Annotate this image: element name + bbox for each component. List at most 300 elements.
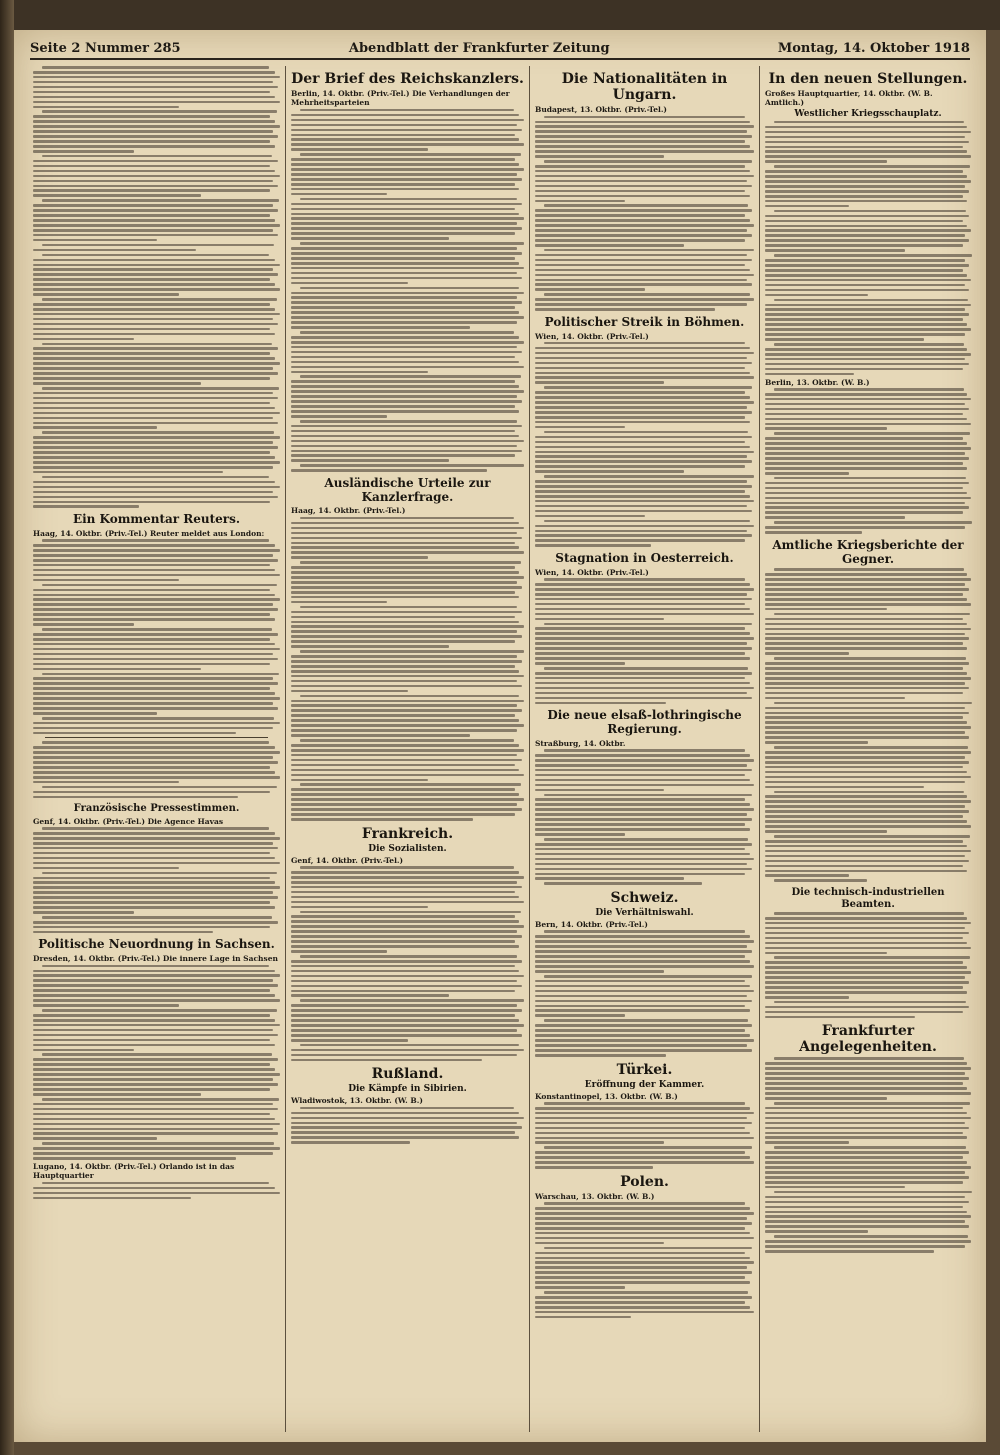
text-line <box>291 975 524 978</box>
text-line <box>535 436 752 439</box>
text-line <box>535 145 750 148</box>
text-line <box>42 786 277 789</box>
text-line <box>535 970 664 973</box>
text-line <box>535 995 747 998</box>
text-line <box>33 189 270 192</box>
headline-brief: Der Brief des Reichskanzlers. <box>291 71 524 87</box>
text-line <box>33 501 270 504</box>
text-line <box>535 259 752 262</box>
text-line <box>33 603 273 606</box>
text-line <box>535 692 747 695</box>
text-line <box>535 1166 653 1169</box>
text-line <box>544 249 754 252</box>
text-line <box>765 318 963 321</box>
text-line <box>765 1092 971 1095</box>
text-line <box>535 288 645 291</box>
text-line <box>291 296 517 299</box>
text-line <box>765 1176 969 1179</box>
text-line <box>765 264 969 267</box>
text-line <box>535 677 745 680</box>
dateline: Genf, 14. Oktbr. (Priv.-Tel.) Die Agence Havas <box>33 816 224 826</box>
text-line <box>535 209 752 212</box>
text-line <box>291 906 428 909</box>
text-line <box>33 677 273 680</box>
text-line <box>774 657 966 660</box>
dateline: Wien, 14. Oktbr. (Priv.-Tel.) <box>535 331 649 341</box>
text-line <box>765 1230 868 1233</box>
text-line <box>535 1257 750 1260</box>
issue-date: Montag, 14. Oktober 1918 <box>777 40 970 56</box>
text-line <box>765 741 868 744</box>
text-line <box>33 668 201 671</box>
text-line <box>535 985 750 988</box>
headline-streik: Politischer Streik in Böhmen. <box>544 314 745 329</box>
text-line <box>765 526 965 529</box>
text-line <box>291 571 519 574</box>
text-line <box>535 150 754 153</box>
text-line <box>774 388 964 391</box>
text-line <box>765 1072 965 1075</box>
text-line <box>33 1192 280 1195</box>
text-line <box>291 262 519 265</box>
text-line <box>765 1077 969 1080</box>
text-line <box>774 299 968 302</box>
text-line <box>33 771 275 774</box>
text-line <box>33 867 179 870</box>
text-line <box>774 121 964 124</box>
text-line <box>42 244 274 247</box>
text-line <box>765 269 963 272</box>
text-line <box>535 421 750 424</box>
text-line <box>535 1306 750 1309</box>
text-line <box>765 323 967 326</box>
text-line <box>291 980 517 983</box>
masthead <box>30 38 970 60</box>
text-line <box>291 960 522 963</box>
text-line <box>765 628 971 631</box>
text-line <box>291 203 522 206</box>
text-line <box>291 930 517 933</box>
headline-schweiz: Schweiz. <box>610 890 679 906</box>
text-line <box>765 220 963 223</box>
text-line <box>765 716 963 719</box>
text-line <box>765 234 965 237</box>
text-line <box>535 853 750 856</box>
text-line <box>33 362 280 365</box>
text-line <box>33 1068 275 1071</box>
text-line <box>291 366 524 369</box>
text-line <box>765 830 887 833</box>
text-line <box>33 862 280 865</box>
text-line <box>33 140 270 143</box>
text-line <box>535 1112 754 1115</box>
text-line <box>765 1156 963 1159</box>
text-line <box>765 588 969 591</box>
text-line <box>544 623 752 626</box>
text-line <box>300 783 521 786</box>
text-line <box>291 704 517 707</box>
text-line <box>765 1127 969 1130</box>
text-line <box>765 603 971 606</box>
text-line <box>33 1128 273 1131</box>
text-line <box>300 955 517 958</box>
text-line <box>774 746 968 749</box>
text-line <box>544 520 750 523</box>
headline-elsass: Die neue elsaß-lothringische Regierung. <box>547 708 742 736</box>
text-line <box>33 219 275 222</box>
text-line <box>765 642 963 645</box>
text-line <box>535 965 754 968</box>
text-line <box>33 1108 278 1111</box>
text-line <box>774 1235 968 1238</box>
text-line <box>774 432 970 435</box>
text-line <box>774 912 964 915</box>
text-line <box>291 232 515 235</box>
text-line <box>300 198 517 201</box>
text-line <box>544 1291 748 1294</box>
text-line <box>291 306 515 309</box>
text-line <box>33 1063 270 1066</box>
article-text <box>291 517 524 821</box>
text-line <box>291 114 519 117</box>
text-line <box>765 1082 963 1085</box>
text-line <box>765 284 965 287</box>
text-line <box>33 264 280 267</box>
text-line <box>535 1117 747 1120</box>
text-line <box>765 333 965 336</box>
text-line <box>33 891 273 894</box>
text-line <box>33 1024 280 1027</box>
text-line <box>765 1166 971 1169</box>
text-line <box>765 423 971 426</box>
text-line <box>535 798 745 801</box>
text-line <box>33 589 270 592</box>
text-line <box>291 522 519 525</box>
text-line <box>291 925 524 928</box>
text-line <box>300 464 524 467</box>
text-line <box>33 106 179 109</box>
text-line <box>765 1122 965 1125</box>
text-line <box>765 348 967 351</box>
text-line <box>33 402 270 405</box>
text-line <box>765 633 965 636</box>
text-line <box>33 852 270 855</box>
text-line <box>535 682 750 685</box>
text-line <box>765 947 971 950</box>
text-line <box>33 1132 278 1135</box>
text-line <box>765 860 969 863</box>
text-line <box>535 1107 750 1110</box>
text-line <box>33 549 280 552</box>
text-line <box>765 697 905 700</box>
text-line <box>291 440 524 443</box>
text-line <box>33 901 270 904</box>
text-line <box>33 1078 273 1081</box>
text-line <box>765 815 963 818</box>
text-line <box>291 670 519 673</box>
text-line <box>535 637 754 640</box>
text-line <box>774 956 970 959</box>
text-line <box>291 709 522 712</box>
text-line <box>765 338 924 341</box>
text-line <box>33 150 134 153</box>
text-line <box>535 470 684 473</box>
text-line <box>33 756 273 759</box>
text-line <box>535 1316 631 1319</box>
text-line <box>42 254 269 257</box>
text-line <box>765 961 963 964</box>
text-line <box>291 581 517 584</box>
text-line <box>765 492 967 495</box>
text-line <box>765 647 967 650</box>
headline-kommentar: Ein Kommentar Reuters. <box>72 512 241 527</box>
text-line <box>765 672 967 675</box>
text-line <box>291 915 515 918</box>
text-line <box>535 1127 745 1130</box>
text-line <box>33 722 280 725</box>
text-line <box>535 803 750 806</box>
text-line <box>291 316 524 319</box>
text-line <box>33 842 273 845</box>
dateline: Lugano, 14. Oktbr. (Priv.-Tel.) Orlando ist in das Hauptquartier <box>33 1162 235 1181</box>
text-line <box>535 702 666 705</box>
text-line <box>33 1019 275 1022</box>
text-line <box>535 224 754 227</box>
text-line <box>535 627 745 630</box>
text-line <box>765 531 862 534</box>
text-line <box>765 942 967 945</box>
text-line <box>774 1191 972 1194</box>
text-line <box>765 986 963 989</box>
text-line <box>33 974 280 977</box>
text-line <box>33 303 270 306</box>
text-line <box>765 487 963 490</box>
text-line <box>535 170 750 173</box>
column-3 <box>530 66 760 1432</box>
text-line <box>535 672 752 675</box>
text-line <box>535 376 754 379</box>
text-line <box>535 813 747 816</box>
text-line <box>291 891 515 894</box>
text-line <box>535 980 745 983</box>
text-line <box>33 426 157 429</box>
text-line <box>774 1102 970 1105</box>
text-line <box>774 165 970 168</box>
dateline: Wien, 14. Oktbr. (Priv.-Tel.) <box>535 567 649 577</box>
text-line <box>535 347 750 350</box>
subheadline-sozialisten: Die Sozialisten. <box>368 843 447 854</box>
text-line <box>765 1201 969 1204</box>
text-line <box>535 1122 752 1125</box>
headline-frankfurt: Frankfurter Angelegenheiten. <box>799 1023 937 1056</box>
text-line <box>291 168 524 171</box>
text-line <box>33 486 280 489</box>
text-line <box>42 628 272 631</box>
text-line <box>291 660 522 663</box>
text-line <box>535 779 750 782</box>
text-line <box>765 146 963 149</box>
text-line <box>765 1132 963 1135</box>
text-line <box>291 252 522 255</box>
newspaper-page <box>14 30 986 1442</box>
text-line <box>535 219 750 222</box>
text-line <box>291 779 428 782</box>
text-line <box>33 832 275 835</box>
text-line <box>33 791 270 794</box>
text-line <box>535 990 754 993</box>
text-line <box>544 667 748 670</box>
text-line <box>33 1197 191 1200</box>
text-line <box>765 289 969 292</box>
text-line <box>535 530 747 533</box>
text-line <box>544 204 748 207</box>
text-line <box>535 652 745 655</box>
text-line <box>300 999 524 1002</box>
text-line <box>535 391 745 394</box>
text-line <box>33 1103 273 1106</box>
text-line <box>33 471 223 474</box>
text-line <box>535 372 750 375</box>
text-line <box>535 1161 754 1164</box>
text-line <box>291 759 522 762</box>
text-line <box>300 331 514 334</box>
subheadline-kammer: Eröffnung der Kammer. <box>584 1079 705 1090</box>
text-line <box>42 343 272 346</box>
text-line <box>42 872 277 875</box>
text-line <box>535 510 752 513</box>
text-line <box>291 774 524 777</box>
book-spine <box>0 0 14 1455</box>
text-line <box>535 135 752 138</box>
article-text <box>535 1202 754 1318</box>
text-line <box>33 481 275 484</box>
text-line <box>765 437 963 440</box>
text-line <box>765 427 887 430</box>
text-line <box>33 1123 280 1126</box>
text-line <box>535 451 754 454</box>
text-line <box>291 788 515 791</box>
text-line <box>291 881 517 884</box>
text-line <box>33 707 278 710</box>
article-text <box>291 109 524 472</box>
text-line <box>765 781 965 784</box>
text-line <box>33 847 278 850</box>
text-line <box>535 396 750 399</box>
text-line <box>291 148 428 151</box>
text-line <box>33 1073 280 1076</box>
text-line <box>291 744 519 747</box>
text-line <box>535 1266 747 1269</box>
text-line <box>765 294 868 297</box>
dateline: Warschau, 13. Oktbr. (W. B.) <box>535 1191 655 1201</box>
text-line <box>33 751 280 754</box>
text-line <box>33 1049 134 1052</box>
text-line <box>291 1112 519 1115</box>
text-line <box>765 155 971 158</box>
text-line <box>765 1220 965 1223</box>
text-line <box>765 160 887 163</box>
text-line <box>544 749 745 752</box>
text-line <box>774 835 970 838</box>
headline-sachsen: Politische Neuordnung in Sachsen. <box>38 937 275 952</box>
text-line <box>535 1014 625 1017</box>
text-line <box>291 994 449 997</box>
text-line <box>291 163 519 166</box>
text-line <box>33 234 278 237</box>
text-line <box>33 505 139 508</box>
text-line <box>765 190 969 193</box>
text-line <box>774 1146 966 1149</box>
text-line <box>535 426 625 429</box>
text-line <box>765 259 965 262</box>
text-line <box>765 457 969 460</box>
text-line <box>291 454 515 457</box>
text-line <box>765 353 971 356</box>
text-line <box>291 257 515 260</box>
text-line <box>535 818 752 821</box>
text-line <box>33 130 273 133</box>
text-line <box>765 805 965 808</box>
text-line <box>33 921 278 924</box>
text-line <box>33 333 275 336</box>
text-line <box>765 707 965 710</box>
text-line <box>535 1252 745 1255</box>
text-line <box>774 254 972 257</box>
text-line <box>765 170 963 173</box>
text-line <box>765 1087 967 1090</box>
text-line <box>765 731 965 734</box>
text-line <box>300 287 519 290</box>
text-line <box>300 517 514 520</box>
text-line <box>291 896 519 899</box>
text-line <box>535 1296 752 1299</box>
subheadline-wahl: Die Verhältniswahl. <box>595 908 694 919</box>
headline-beamte: Die technisch-industriellen Beamten. <box>791 887 945 910</box>
text-line <box>535 848 745 851</box>
text-line <box>535 298 754 301</box>
text-line <box>765 800 971 803</box>
text-line <box>765 795 967 798</box>
text-line <box>291 1054 517 1057</box>
text-line <box>33 382 201 385</box>
text-line <box>544 116 745 119</box>
dateline: Dresden, 14. Oktbr. (Priv.-Tel.) Die innere Lage in Sachsen <box>33 954 278 964</box>
headline-amtlich: Amtliche Kriegsberichte der Gegner. <box>772 537 964 566</box>
text-line <box>765 516 905 519</box>
text-line <box>535 863 747 866</box>
text-line <box>300 1044 519 1047</box>
text-line <box>765 721 967 724</box>
text-line <box>33 554 273 557</box>
text-line <box>291 213 519 216</box>
text-line <box>765 751 971 754</box>
text-line <box>535 960 750 963</box>
text-line <box>535 945 747 948</box>
text-line <box>765 726 971 729</box>
text-line <box>544 1247 752 1250</box>
text-line <box>535 441 745 444</box>
text-line <box>765 761 969 764</box>
text-line <box>33 687 270 690</box>
text-line <box>765 820 967 823</box>
text-line <box>33 407 275 410</box>
text-line <box>291 425 522 428</box>
text-line <box>535 279 747 282</box>
text-line <box>535 1054 666 1057</box>
text-line <box>291 193 387 196</box>
text-line <box>291 183 515 186</box>
article-text <box>765 568 971 882</box>
